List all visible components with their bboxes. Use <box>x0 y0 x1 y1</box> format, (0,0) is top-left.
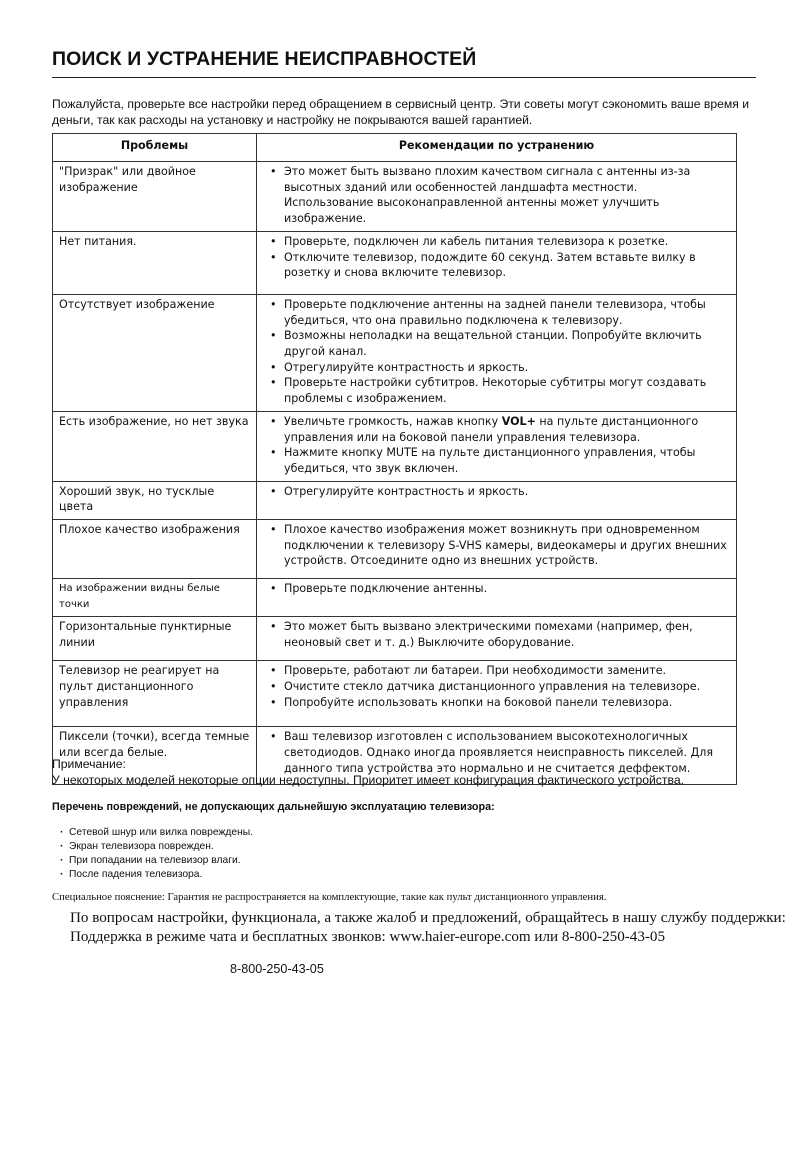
table-row <box>53 579 737 617</box>
table-row <box>53 481 737 519</box>
phone-number: 8-800-250-43-05 <box>230 962 324 976</box>
troubleshooting-table <box>52 133 737 785</box>
solution-item: • Проверьте, подключен ли кабель питания телевизора к розетке. <box>263 234 730 250</box>
solution-cell <box>257 579 737 617</box>
title-divider <box>52 77 756 78</box>
damage-list <box>60 826 253 882</box>
header-problems: Проблемы <box>53 134 257 162</box>
table-row <box>53 411 737 481</box>
problem-cell: Хороший звук, но тусклые цвета <box>53 481 257 519</box>
table-row <box>53 294 737 411</box>
list-item: · Экран телевизора поврежден. <box>60 840 253 854</box>
damage-heading: Перечень повреждений, не допускающих дальнейшую эксплуатацию телевизора: <box>52 801 495 813</box>
problem-cell: Горизонтальные пунктирные линии <box>53 617 257 661</box>
list-item: · После падения телевизора. <box>60 868 253 882</box>
problem-cell: "Призрак" или двойное изображение <box>53 162 257 232</box>
problem-cell: Пиксели (точки), всегда темные или всегда белые. <box>53 727 257 785</box>
solution-item: • Проверьте настройки субтитров. Некоторые субтитры могут создавать проблемы с изображением. <box>263 375 730 406</box>
solution-item: • Это может быть вызвано плохим качеством сигнала с антенны из-за высотных зданий или особенностей ландшафта местности. Использование высоконаправленной антенны может улучшить изображение. <box>263 164 730 227</box>
solution-item: • Возможны неполадки на вещательной станции. Попробуйте включить другой канал. <box>263 328 730 359</box>
note-text: У некоторых моделей некоторые опции недоступны. Приоритет имеет конфигурация фактического устройства. <box>52 773 684 787</box>
problem-cell: Телевизор не реагирует на пульт дистанционного управления <box>53 661 257 727</box>
solution-item: • Проверьте подключение антенны на задней панели телевизора, чтобы убедиться, что она правильно подключена к телевизору. <box>263 297 730 328</box>
solution-item: • Это может быть вызвано электрическими помехами (например, фен, неоновый свет и т. д.) Выключите оборудование. <box>263 619 730 650</box>
problem-cell: Отсутствует изображение <box>53 294 257 411</box>
vol-plus-key: VOL+ <box>501 414 536 428</box>
solution-item: • Отрегулируйте контрастность и яркость. <box>263 484 730 500</box>
note-heading: Примечание: <box>52 757 126 771</box>
table-row <box>53 520 737 579</box>
solution-cell <box>257 231 737 294</box>
intro-text: Пожалуйста, проверьте все настройки перед обращением в сервисный центр. Эти советы могут сэкономить ваше время и деньги, так как расходы на установку и настройку не покрываются вашей гарантией. <box>52 97 750 127</box>
table-header-row <box>53 134 737 162</box>
solution-item: • Ваш телевизор изготовлен с использованием высокотехнологичных светодиодов. Однако иногда проявляется неисправность пикселей. Для данного типа устройства это нормально и не считается деффектом. <box>263 729 730 776</box>
solution-cell <box>257 162 737 232</box>
problem-cell: На изображении видны белые точки <box>53 579 257 617</box>
solution-item: • Проверьте подключение антенны. <box>263 581 730 597</box>
solution-item: • Плохое качество изображения может возникнуть при одновременном подключении к телевизору S-VHS камеры, видеокамеры и других внешних устройств. Отсоедините одно из внешних устройств. <box>263 522 730 569</box>
solution-item: • Отключите телевизор, подождите 60 секунд. Затем вставьте вилку в розетку и снова включите телевизор. <box>263 250 730 281</box>
solution-item: • Отрегулируйте контрастность и яркость. <box>263 360 730 376</box>
solution-cell <box>257 661 737 727</box>
solution-cell <box>257 294 737 411</box>
solution-item: • Нажмите кнопку MUTE на пульте дистанционного управления, чтобы убедиться, что звук включен. <box>263 445 730 476</box>
problem-cell: Нет питания. <box>53 231 257 294</box>
solution-cell <box>257 520 737 579</box>
problem-cell: Плохое качество изображения <box>53 520 257 579</box>
solution-cell <box>257 617 737 661</box>
page-title: ПОИСК И УСТРАНЕНИЕ НЕИСПРАВНОСТЕЙ <box>52 48 477 70</box>
solution-cell <box>257 481 737 519</box>
list-item: · При попадании на телевизор влаги. <box>60 854 253 868</box>
table-row <box>53 661 737 727</box>
solution-item: • Попробуйте использовать кнопки на боковой панели телевизора. <box>263 695 730 711</box>
problem-cell: Есть изображение, но нет звука <box>53 411 257 481</box>
list-item: · Сетевой шнур или вилка повреждены. <box>60 826 253 840</box>
table-row <box>53 231 737 294</box>
support-contacts: Поддержка в режиме чата и бесплатных звонков: www.haier-europe.com или 8-800-250-43-05 <box>70 929 665 945</box>
warranty-note: Специальное пояснение: Гарантия не распространяется на комплектующие, такие как пульт дистанционного управления. <box>52 891 607 903</box>
header-solutions: Рекомендации по устранению <box>257 134 737 162</box>
solution-cell <box>257 411 737 481</box>
solution-item: • Проверьте, работают ли батареи. При необходимости замените. <box>263 663 730 679</box>
support-info: По вопросам настройки, функционала, а также жалоб и предложений, обращайтесь в нашу службу поддержки: <box>70 910 786 926</box>
solution-item: • Увеличьте громкость, нажав кнопку VOL+ на пульте дистанционного управления или на боковой панели управления телевизора. <box>263 414 730 445</box>
table-row <box>53 617 737 661</box>
table-row <box>53 162 737 232</box>
solution-item: • Очистите стекло датчика дистанционного управления на телевизоре. <box>263 679 730 695</box>
